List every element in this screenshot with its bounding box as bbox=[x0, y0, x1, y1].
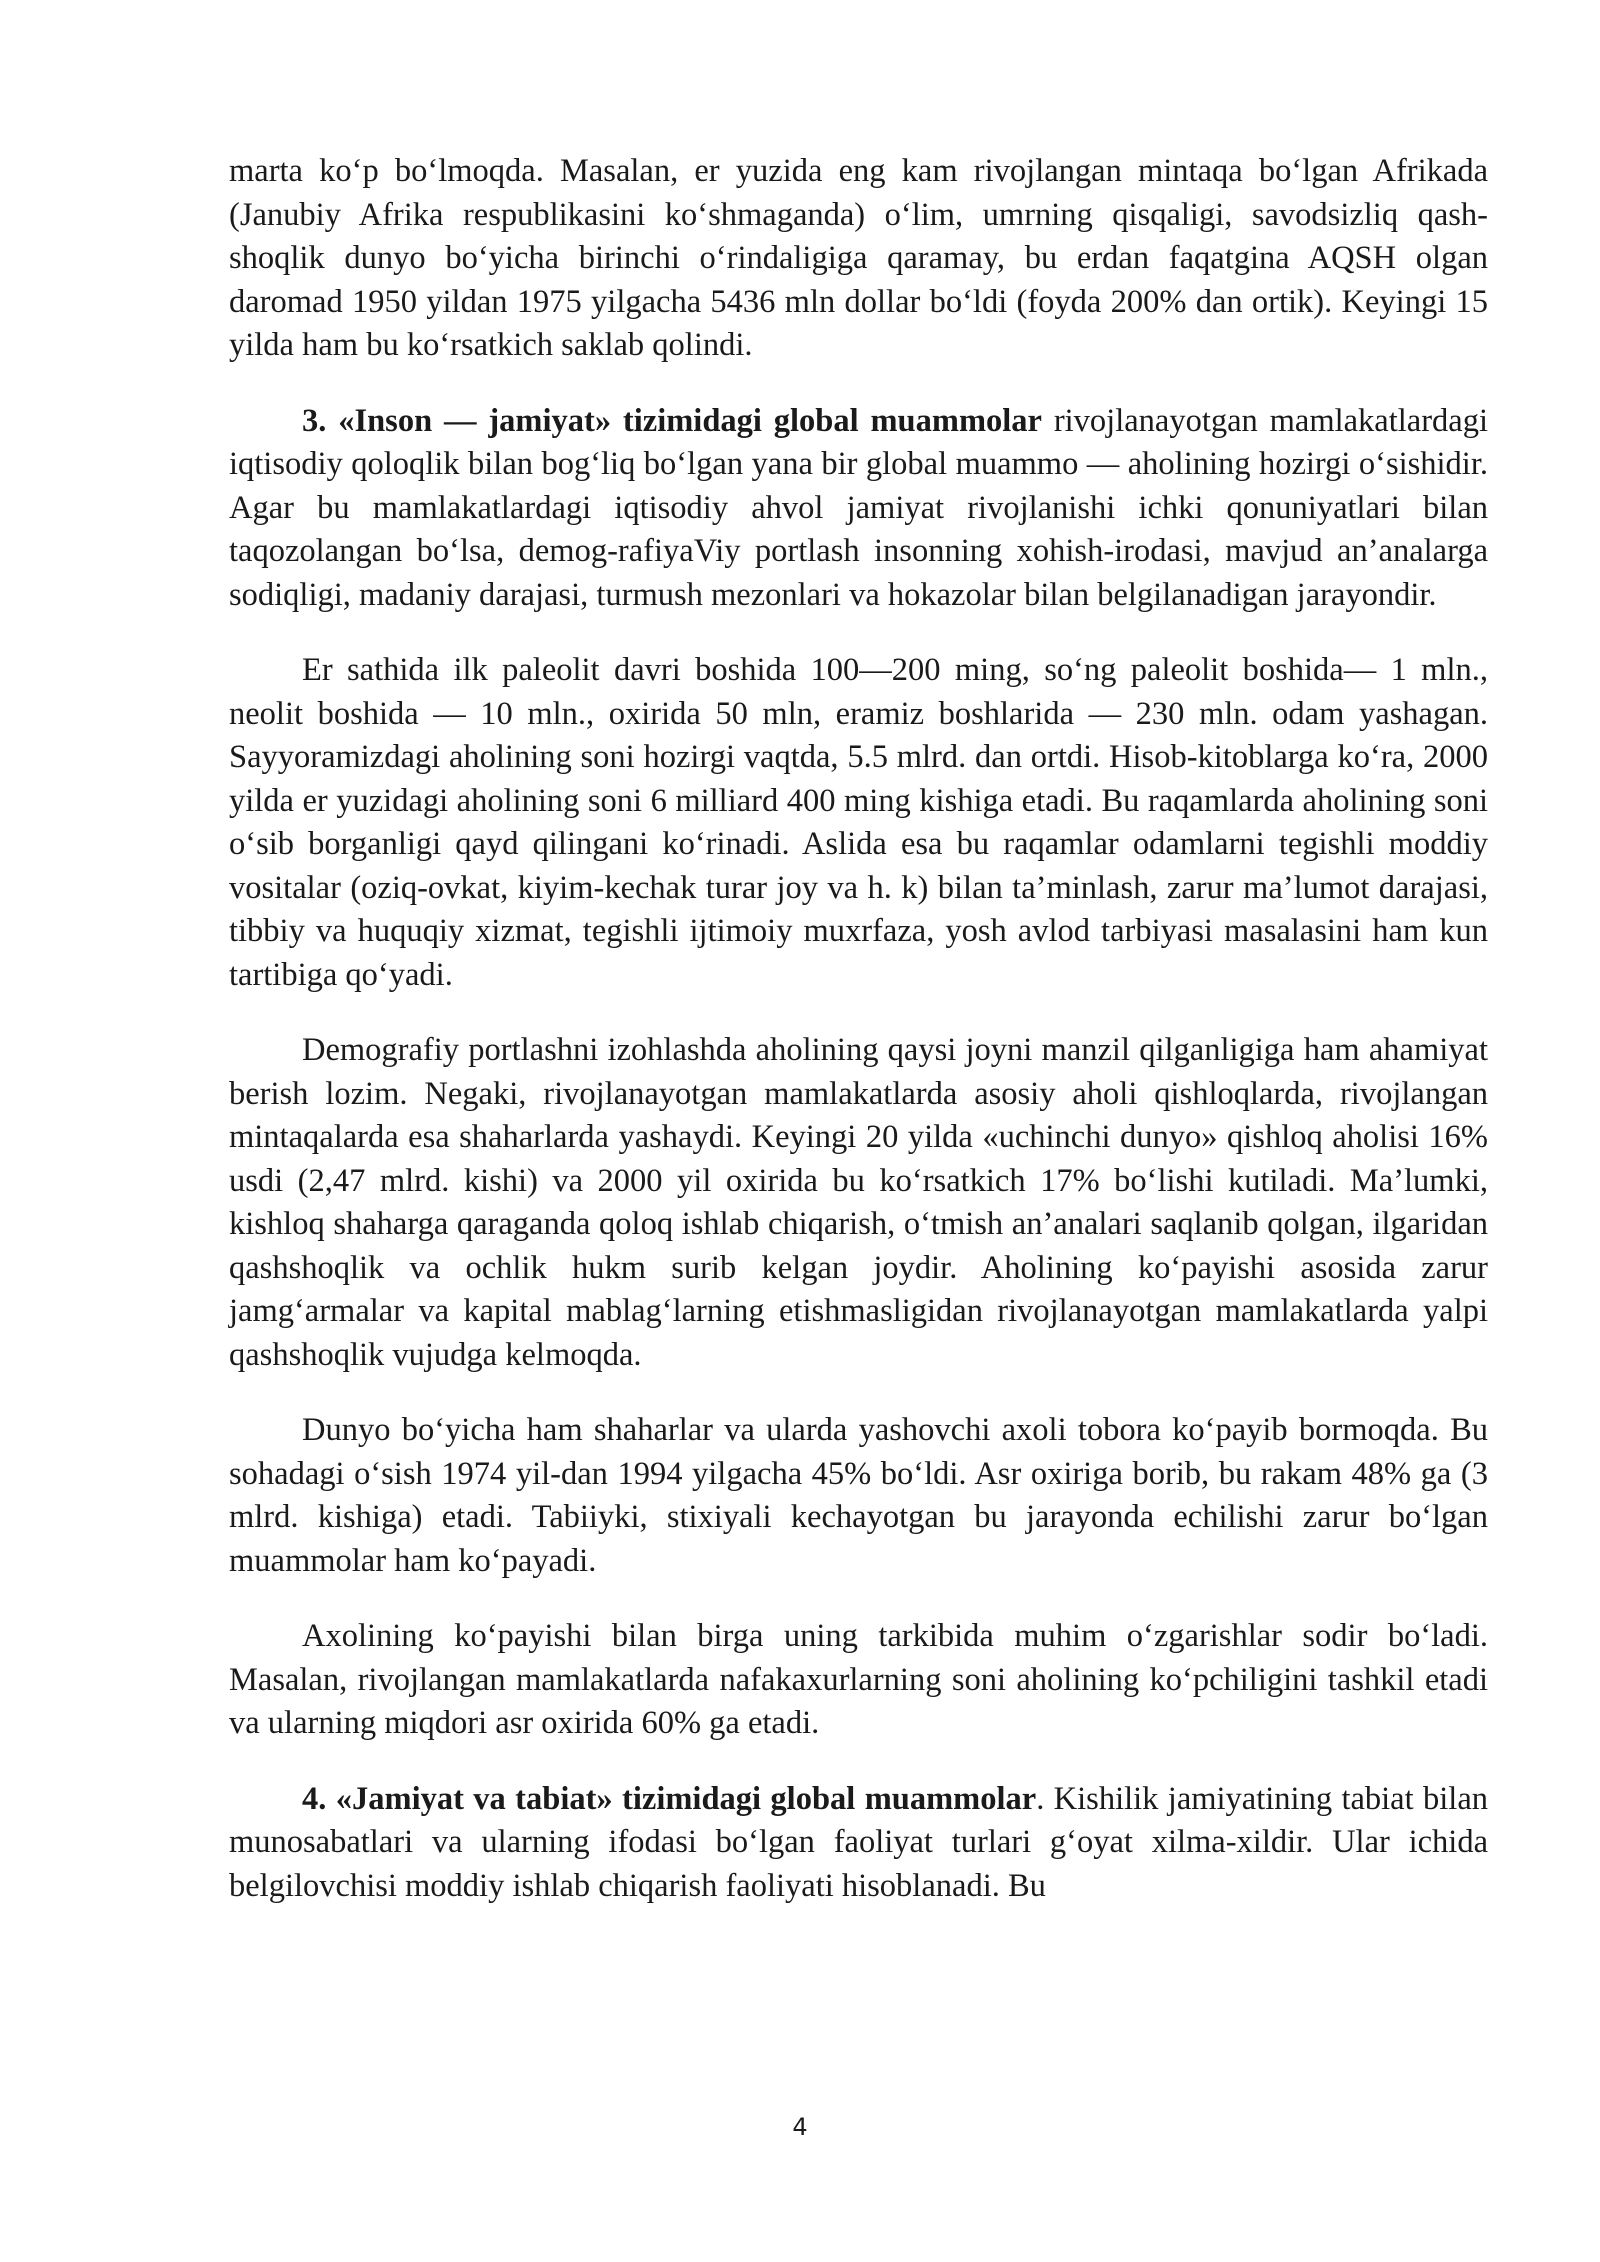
paragraph-6-text: Axolining ko‘payishi bilan birga uning tarkibida muhim o‘zgarishlar sodir bo‘ladi. Masalan, rivojlangan mamlakatlarda nafakaxurlarning soni aholining ko‘pchiligini tashkil etadi va ularning miqdori asr oxirida 60% ga etadi. bbox=[229, 1618, 1488, 1741]
paragraph-6 bbox=[229, 1615, 1488, 1746]
section-3-heading: 3. «Inson — jamiyat» tizimidagi global muammolar bbox=[302, 402, 1042, 439]
section-4-heading: 4. «Jamiyat va tabiat» tizimidagi global muammolar bbox=[302, 1780, 1037, 1817]
paragraph-5 bbox=[229, 1409, 1488, 1583]
paragraph-2-text: rivojlanayotgan mamlakatlardagi iqtisodiy qoloqlik bilan bog‘liq bo‘lgan yana bir global muammo — aholining hozirgi o‘sishidir. Agar bu mamlakatlardagi iqtisodiy ahvol jamiyat rivojlanishi ichki qonuniyatlari bilan taqozolangan bo‘lsa, demog-rafiyaViy portlash insonning xohish-irodasi, mavjud an’analarga sodiqligi, madaniy darajasi, turmush mezonlari va hokazolar bilan belgilanadigan jarayondir. bbox=[229, 402, 1488, 613]
paragraph-5-text: Dunyo bo‘yicha ham shaharlar va ularda yashovchi axoli tobora ko‘payib bormoqda. Bu sohadagi o‘sish 1974 yil-dan 1994 yilgacha 45% bo‘ldi. Asr oxiriga borib, bu rakam 48% ga (3 mlrd. kishiga) etadi. Tabiiyki, stixiyali kechayotgan bu jarayonda echilishi zarur bo‘lgan muammolar ham ko‘payadi. bbox=[229, 1412, 1488, 1579]
paragraph-1-text: marta ko‘p bo‘lmoqda. Masalan, er yuzida eng kam rivojlangan mintaqa bo‘lgan Afrikada (Janubiy Afrika respublikasini ko‘shmaganda) o‘lim, umrning qisqaligi, savodsizliq qash-shoqlik dunyo bo‘yicha birinchi o‘rindaligiga qaramay, bu erdan faqatgina AQSH olgan daromad 1950 yildan 1975 yilgacha 5436 mln dollar bo‘ldi (foyda 200% dan ortik). Keyingi 15 yilda ham bu ko‘rsatkich saklab qolindi. bbox=[229, 153, 1488, 363]
paragraph-4-text: Demografiy portlashni izohlashda aholining qaysi joyni manzil qilganligiga ham ahamiyat berish lozim. Negaki, rivojlanayotgan mamlakatlarda asosiy aholi qishloqlarda, rivojlangan mintaqalarda esa shaharlarda yashaydi. Keyingi 20 yilda «uchinchi dunyo» qishloq aholisi 16% usdi (2,47 mlrd. kishi) va 2000 yil oxirida bu ko‘rsatkich 17% bo‘lishi kutiladi. Ma’lumki, kishloq shaharga qaraganda qoloq ishlab chiqarish, o‘tmish an’analari saqlanib qolgan, ilgaridan qashshoqlik va ochlik hukm surib kelgan joydir. Aholining ko‘payishi asosida zarur jamg‘armalar va kapital mablag‘larning etishmasligidan rivojlanayotgan mamlakatlarda yalpi qashshoqlik vujudga kelmoqda. bbox=[229, 1032, 1488, 1373]
paragraph-7-text: . Kishilik jamiyatining tabiat bilan munosabatlari va ularning ifodasi bo‘lgan faoliyat turlari g‘oyat xilma-xildir. Ular ichida belgilovchisi moddiy ishlab chiqarish faoliyati hisoblanadi. Bu bbox=[229, 1780, 1488, 1904]
paragraph-3-text: Er sathida ilk paleolit davri boshida 100—200 ming, so‘ng paleolit boshida— 1 mln., neolit boshida — 10 mln., oxirida 50 mln, eramiz boshlarida — 230 mln. odam yashagan. Sayyoramizdagi aholining soni hozirgi vaqtda, 5.5 mlrd. dan ortdi. Hisob-kitoblarga ko‘ra, 2000 yilda er yuzidagi aholining soni 6 milliard 400 ming kishiga etadi. Bu raqamlarda aholining soni o‘sib borganligi qayd qilingani ko‘rinadi. Aslida esa bu raqamlar odamlarni tegishli moddiy vositalar (oziq-ovkat, kiyim-kechak turar joy va h. k) bilan ta’minlash, zarur ma’lumot darajasi, tibbiy va huquqiy xizmat, tegishli ijtimoiy muxrfaza, yosh avlod tarbiyasi masalasini ham kun tartibiga qo‘yadi. bbox=[229, 652, 1488, 993]
paragraph-4 bbox=[229, 1029, 1488, 1377]
paragraph-7 bbox=[229, 1778, 1488, 1909]
document-page bbox=[229, 150, 1488, 1940]
paragraph-1 bbox=[229, 150, 1488, 368]
page-number: 4 bbox=[792, 2113, 808, 2141]
paragraph-2 bbox=[229, 400, 1488, 618]
paragraph-3 bbox=[229, 649, 1488, 997]
